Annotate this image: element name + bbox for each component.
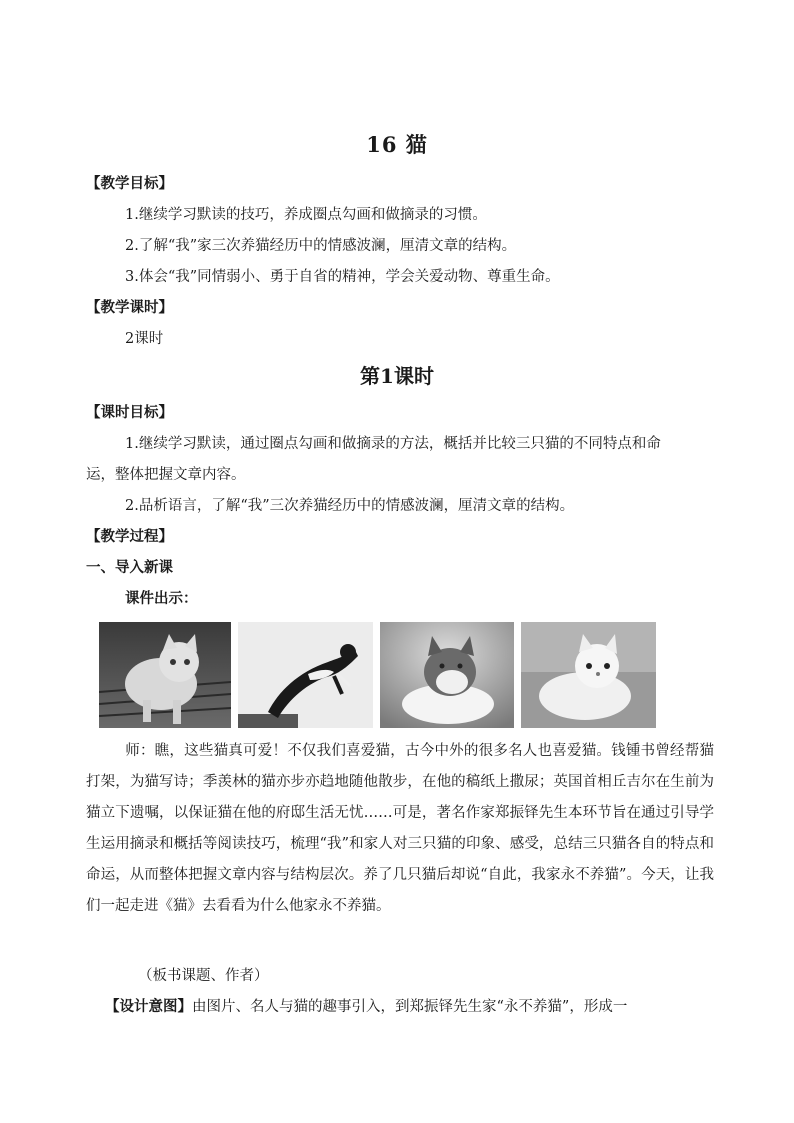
heading-class-hours: 【教学课时】: [86, 299, 173, 316]
design-intent: [105, 995, 627, 1016]
lesson-goal-1-line1: 1.继续学习默读，通过圈点勾画和做摘录的方法，概括并比较三只猫的不同特点和命: [125, 436, 661, 452]
lesson-goal-2: 2.品析语言，了解“我”三次养猫经历中的情感波澜，厘清文章的结构。: [125, 498, 575, 514]
teacher-intro-paragraph: [86, 736, 714, 922]
cat-photo-1: [99, 622, 231, 728]
step-1-heading: 一、导入新课: [86, 559, 173, 576]
cat-photo-2: [238, 622, 373, 728]
heading-lesson-goals: 【课时目标】: [86, 404, 173, 421]
page-title: 16 猫: [366, 132, 428, 157]
design-intent-label: 【设计意图】: [105, 998, 192, 1015]
cat-photo-3: [380, 622, 514, 728]
heading-teaching-process: 【教学过程】: [86, 528, 173, 545]
goal-item-3: 3.体会“我”同情弱小、勇于自省的精神，学会关爱动物、尊重生命。: [125, 269, 560, 285]
courseware-label: 课件出示：: [125, 590, 198, 607]
class-hours-value: 2课时: [125, 331, 164, 347]
design-intent-text: 由图片、名人与猫的趣事引入，到郑振铎先生家“永不养猫”，形成一: [192, 999, 628, 1015]
teacher-intro-text: 师：瞧，这些猫真可爱！不仅我们喜爱猫，古今中外的很多名人也喜爱猫。钱锺书曾经帮猫打架，为猫写诗；季羡林的猫亦步亦趋地随他散步，在他的稿纸上撒尿；英国首相丘吉尔在生前为猫立下遗嘱，以保证猫在他的府邸生活无忧……可是，著名作家郑振铎先生本环节旨在通过引导学生运用摘录和概括等阅读技巧，梳理“我”和家人对三只猫的印象、感受，总结三只猫各自的特点和命运，从而整体把握文章内容与结构层次。养了几只猫后却说“自此，我家永不养猫”。今天，让我们一起走进《猫》去看看为什么他家永不养猫。: [86, 743, 714, 914]
lesson-title: 第1课时: [360, 364, 434, 388]
cat-photo-strip: [99, 622, 659, 728]
heading-teaching-goals: 【教学目标】: [86, 175, 173, 192]
lesson-goal-1-line2: 运，整体把握文章内容。: [86, 467, 246, 483]
board-note: （板书课题、作者）: [138, 968, 269, 984]
goal-item-2: 2.了解“我”家三次养猫经历中的情感波澜，厘清文章的结构。: [125, 238, 517, 254]
cat-photo-4: [521, 622, 656, 728]
goal-item-1: 1.继续学习默读的技巧，养成圈点勾画和做摘录的习惯。: [125, 207, 487, 223]
